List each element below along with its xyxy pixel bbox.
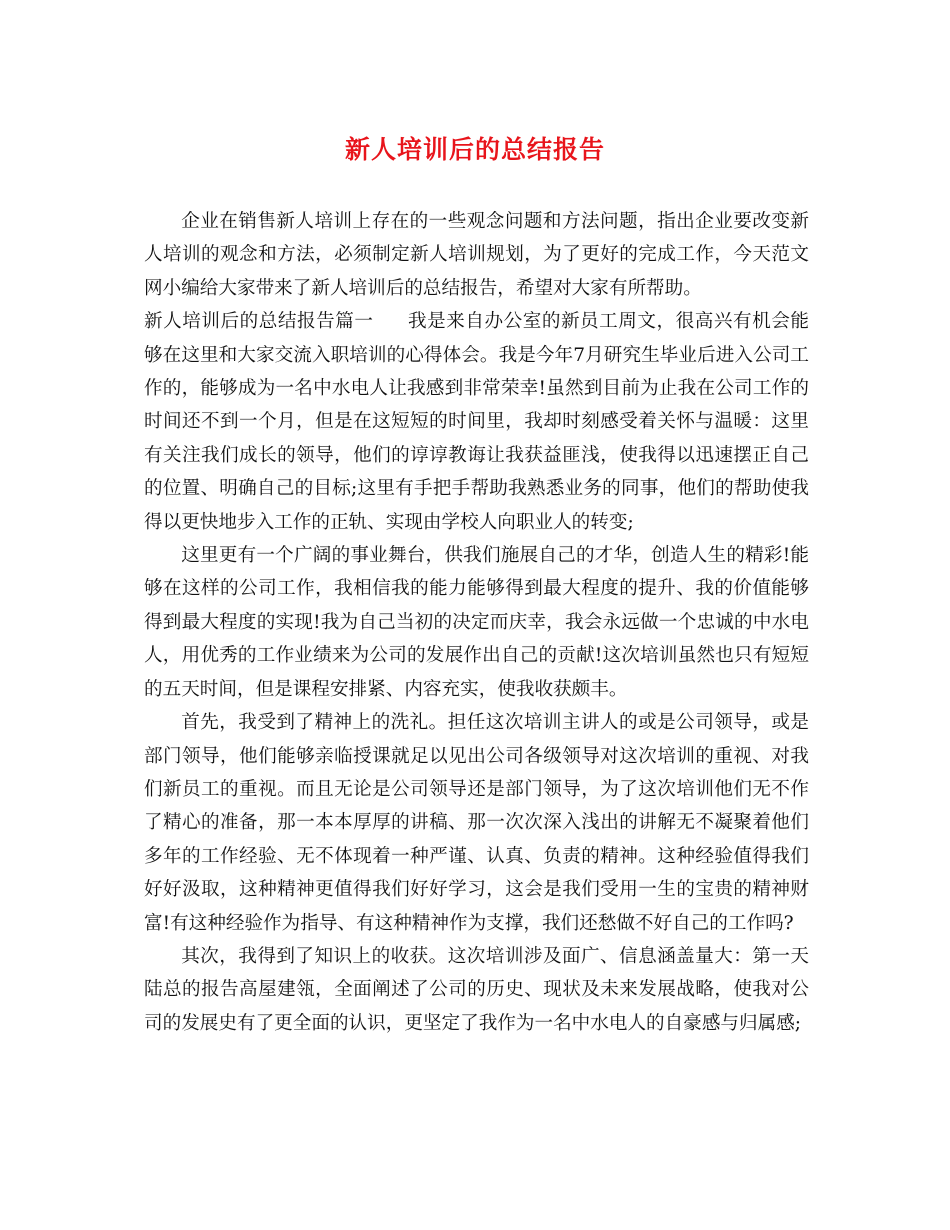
document-title: 新人培训后的总结报告	[344, 135, 605, 164]
section-one-paragraph	[144, 305, 809, 539]
body-paragraph-second: 其次，我得到了知识上的收获。这次培训涉及面广、信息涵盖量大：第一天陆总的报告高屋建瓴，全面阐述了公司的历史、现状及未来发展战略，使我对公司的发展史有了更全面的认识，更坚定了我作为一名中水电人的自豪感与归属感;	[144, 945, 809, 1034]
body-paragraph-stage: 这里更有一个广阔的事业舞台，供我们施展自己的才华，创造人生的精彩!能够在这样的公司工作，我相信我的能力能够得到最大程度的提升、我的价值能够得到最大程度的实现!我为自己当初的决定而庆幸，我会永远做一个忠诚的中水电人，用优秀的工作业绩来为公司的发展作出自己的贡献!这次培训虽然也只有短短的五天时间，但是课程安排紧、内容充实，使我收获颇丰。	[144, 545, 809, 700]
section-first-paragraph: 我是来自办公室的新员工周文，很高兴有机会能够在这里和大家交流入职培训的心得体会。我是今年7月研究生毕业后进入公司工作的，能够成为一名中水电人让我感到非常荣幸!虽然到目前为止我在公司工作的时间还不到一个月，但是在这短短的时间里，我却时刻感受着关怀与温暖：这里有关注我们成长的领导，他们的谆谆教诲让我获益匪浅，使我得以迅速摆正自己的位置、明确自己的目标;这里有手把手帮助我熟悉业务的同事，他们的帮助使我得以更快地步入工作的正轨、实现由学校人向职业人的转变;	[144, 311, 809, 533]
intro-paragraph: 企业在销售新人培训上存在的一些观念问题和方法问题，指出企业要改变新人培训的观念和方法，必须制定新人培训规划，为了更好的完成工作，今天范文网小编给大家带来了新人培训后的总结报告，希望对大家有所帮助。	[144, 211, 809, 299]
section-heading: 新人培训后的总结报告篇一	[144, 311, 374, 333]
document-body	[144, 205, 809, 1040]
body-paragraph-first: 首先，我受到了精神上的洗礼。担任这次培训主讲人的或是公司领导，或是部门领导，他们能够亲临授课就足以见出公司各级领导对这次培训的重视、对我们新员工的重视。而且无论是公司领导还是部门领导，为了这次培训他们无不作了精心的准备，那一本本厚厚的讲稿、那一次次深入浅出的讲解无不凝聚着他们多年的工作经验、无不体现着一种严谨、认真、负责的精神。这种经验值得我们好好汲取，这种精神更值得我们好好学习，这会是我们受用一生的宝贵的精神财富!有这种经验作为指导、有这种精神作为支撑，我们还愁做不好自己的工作吗?	[144, 712, 809, 934]
